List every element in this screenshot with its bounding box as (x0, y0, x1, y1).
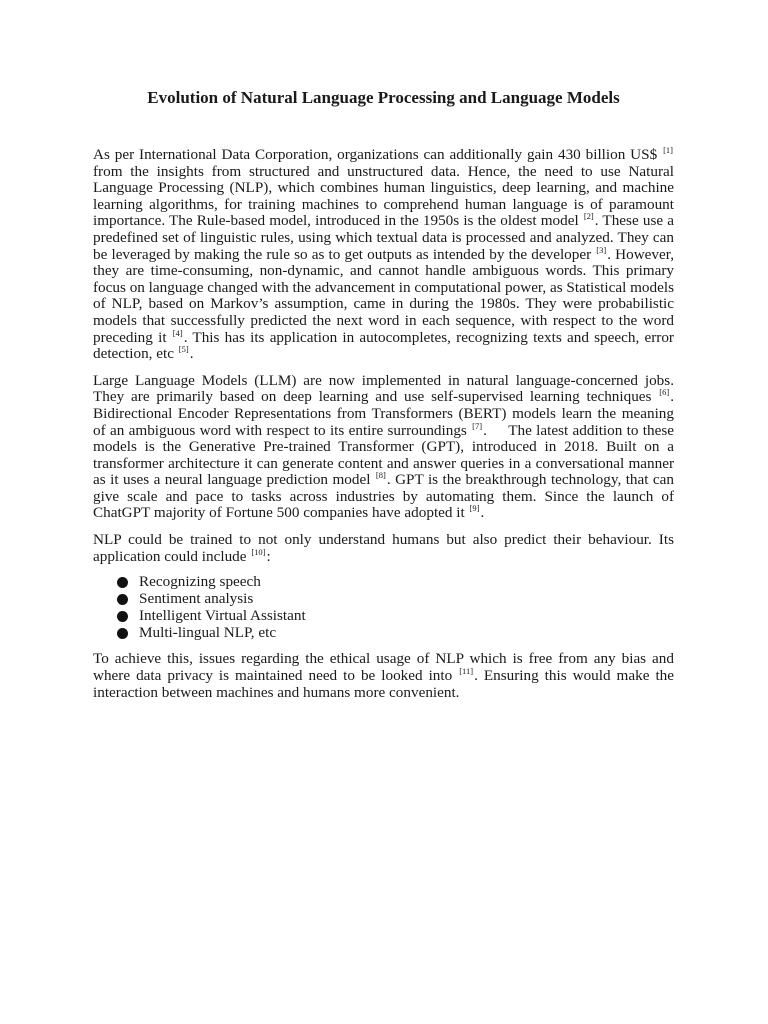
document-page (93, 0, 674, 701)
citation-7: [7] (472, 420, 483, 431)
application-list (93, 574, 674, 641)
list-item-label: Recognizing speech (139, 573, 261, 591)
bullet-icon (117, 594, 128, 605)
text-run: . These use a predefined set of linguistic rules, using which textual data is processed and analyzed. They can be leveraged by making the rule so as to get outputs as intended by the developer (93, 212, 674, 263)
list-item (93, 591, 674, 608)
text-run: . This has its application in autocompletes, recognizing texts and speech, error detection, etc (93, 328, 674, 363)
list-item (93, 574, 674, 591)
paragraph-2 (93, 373, 674, 522)
text-run: As per International Data Corporation, organizations can additionally gain 430 billion US$ (93, 146, 663, 163)
paragraph-4 (93, 651, 674, 701)
citation-10: [10] (251, 546, 266, 557)
citation-3: [3] (596, 244, 607, 255)
text-run: . Bidirectional Encoder Representations from Transformers (BERT) models learn the meaning of an ambiguous word with respect to its entire surroundings (93, 388, 674, 439)
paragraph-1 (93, 147, 674, 363)
text-run: . GPT is the breakthrough technology, that can give scale and pace to tasks across industries by automating them. Since the launch of ChatGPT majority of Fortune 500 companies have adopted it (93, 471, 674, 522)
bullet-icon (117, 577, 128, 588)
citation-4: [4] (172, 327, 183, 338)
paragraph-3 (93, 532, 674, 565)
text-run: . Ensuring this would make the interaction between machines and humans more convenient. (93, 667, 674, 701)
text-run: NLP could be trained to not only understand humans but also predict their behaviour. Its application could include (93, 531, 674, 565)
text-run: . The latest addition to these models is the Generative Pre-trained Transformer (GPT), introduced in 2018. Built on a transformer architecture it can generate content and answer queries in a conversational manner as it uses a neural language prediction model (93, 421, 675, 489)
list-item-label: Intelligent Virtual Assistant (139, 606, 306, 624)
text-run: To achieve this, issues regarding the ethical usage of NLP which is free from any bias and where data privacy is maintained need to be looked into (93, 650, 674, 685)
text-run: . However, they are time-consuming, non-dynamic, and cannot handle ambiguous words. This primary focus on language changed with the advancement in computational power, as Statistical models of NLP, based on Markov’s assumption, came in during the 1980s. They were probabilistic models that successfully predicted the next word in each sequence, with respect to the word preceding it (93, 245, 675, 346)
list-item (93, 608, 674, 625)
list-item-label: Multi-lingual NLP, etc (139, 623, 277, 641)
bullet-icon (117, 611, 128, 622)
text-run: Large Language Models (LLM) are now implemented in natural language-concerned jobs. They are primarily based on deep learning and use self-supervised learning techniques (93, 371, 674, 406)
citation-2: [2] (583, 211, 594, 222)
bullet-icon (117, 628, 128, 639)
citation-11: [11] (459, 666, 474, 677)
citation-5: [5] (178, 344, 189, 355)
list-item (93, 625, 674, 642)
text-run: . (480, 504, 485, 522)
text-run: from the insights from structured and unstructured data. Hence, the need to use Natural Language Processing (NLP), which combines human linguistics, deep learning, and machine learning algorithms, for training machines to comprehend human language is of paramount importance. The Rule-based model, introduced in the 1950s is the oldest model (93, 162, 674, 230)
text-run: . (189, 345, 194, 363)
citation-1: [1] (663, 145, 673, 155)
citation-8: [8] (375, 470, 386, 481)
document-title: Evolution of Natural Language Processing and Language Models (147, 88, 620, 107)
text-run: : (266, 547, 271, 565)
citation-6: [6] (659, 387, 670, 398)
citation-9: [9] (469, 503, 480, 514)
list-item-label: Sentiment analysis (139, 590, 254, 608)
